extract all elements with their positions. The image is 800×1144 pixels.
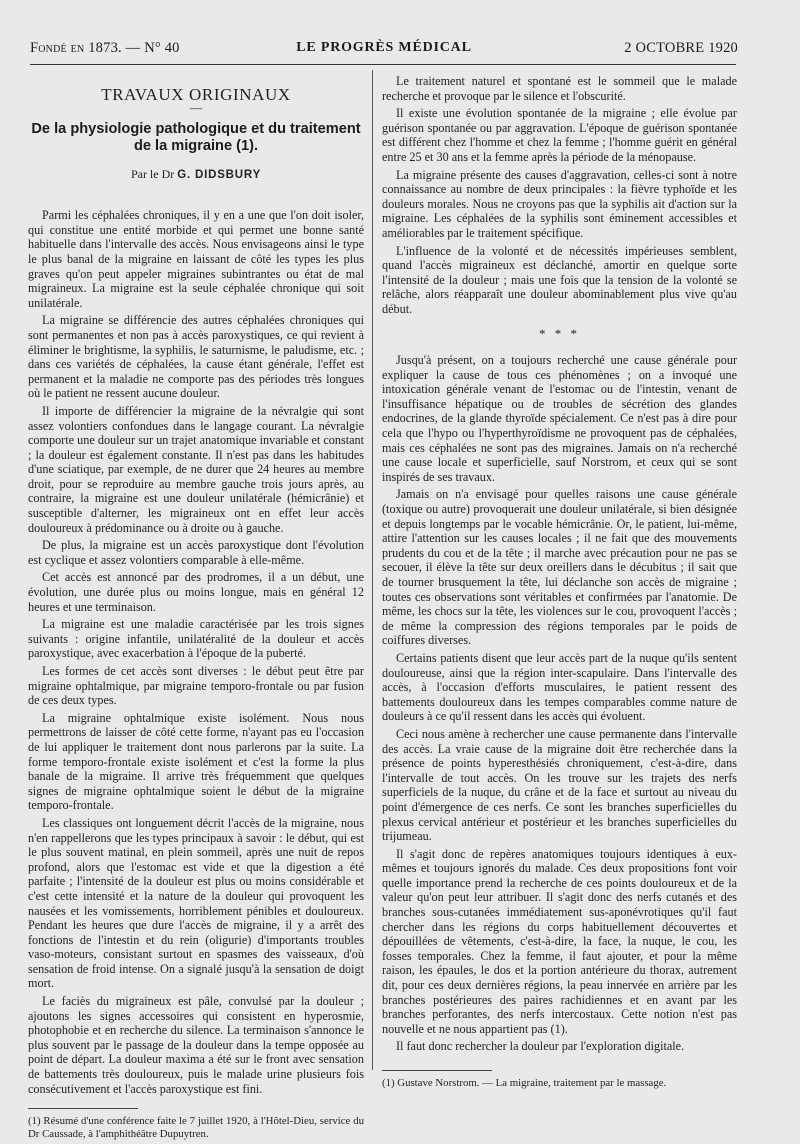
article-title-line-1: De la physiologie pathologique et du traitement [31, 120, 361, 137]
paragraph: Il faut donc rechercher la douleur par l'exploration digitale. [396, 1039, 685, 1054]
left-column [28, 80, 364, 1144]
byline-author: G. DIDSBURY [177, 168, 262, 181]
left-body [28, 208, 364, 1096]
paragraph: Jamais on n'a envisagé pour quelles raisons une cause générale (toxique ou autre) provoquerait une douleur unilatérale, si bien désignée et depuis longtemps par le vocable hémicrânie. Or, le patient, lui-même, attire l'attention sur les causes locales ; il ne fait que des mouvements prudents du cou et de la tête ; il marche avec précaution pour ne pas se secouer, il élève la tête sur deux oreillers dans le décubitus ; il sait que de tourner brusquement la tête, lui déclanche son accès de migraine ; toutes ces observations sont véritables et confirmées par l'anatomie. De même, les chocs sur la tête, les violences sur le cou, provoquent l'accès ; de même la compression des régions temporales par le poids de coiffures diverses. [382, 487, 737, 648]
article-title [28, 121, 364, 155]
paragraph: Il s'agit donc de repères anatomiques toujours identiques à eux-mêmes et toujours ignorés du malade. Ces deux propositions font voir quelle importance prend la recherche de ces points douloureux et de la valeur qu'on peut leur attribuer. Il s'agit donc des nerfs cutanés et des branches sous-cutanées immédiatement sus-aponévrotiques qu'il faut chercher dans les régions du corps habituellement découvertes et dépouillées de vêtements, c'est-à-dire, la face, la nuque, le cou, les fosses temporales. Chez la femme, il faut ajouter, et pour la même raison, les épaules, le dos et la portion antérieure du thorax, autrement dit, pour ces deux dernières régions, la peau innervée en arrière par les branches postérieures des paires rachidiennes et en avant par les branches perforantes, des nerfs intercostaux. Cette notion n'est pas nouvelle et ne nous appartient pas (1). [382, 846, 737, 1036]
paragraph: Jusqu'à présent, on a toujours recherché une cause générale pour expliquer la cause de tous ces phénomènes ; on a invoqué une intoxication générale venant de l'estomac ou de l'intestin, venant de l'insuffisance hépatique ou de troubles de sécrétion des glandes endocrines, de la glande thyroïde spécialement. Ce n'est pas à dire pour cela que l'hypo ou l'hyperthyroïdisme ne provoquent pas de céphalées, mais ces céphalées ne sont pas des migraines. Jamais on n'a recherché une cause locale et superficielle, sauf Norstrom, et ceux qui se sont inspirés de ses travaux. [382, 353, 737, 484]
paragraph: Le traitement naturel et spontané est le sommeil que le malade recherche et provoque par le silence et l'obscurité. [382, 74, 737, 103]
section-dash: — [189, 100, 203, 115]
article-title-line-2: de la migraine (1). [133, 137, 259, 154]
header-rule [30, 64, 736, 65]
paragraph: Certains patients disent que leur accès part de la nuque qu'ils sentent douloureuse, ainsi que la région inter-scapulaire. Dans l'intervalle des accès, à l'occasion d'efforts musculaires, le patient ressent des battements douloureux dans les tempes comparables comme nature de douleurs à ce qu'il ressent dans les accès qui évoluent. [382, 650, 737, 724]
paragraph: Il existe une évolution spontanée de la migraine ; elle évolue par guérison spontanée ou par aggravation. L'époque de guérison spontanée est différent chez l'homme et chez la femme ; l'homme guérit en général entre 25 et 30 ans et la femme après la période de la ménopause. [382, 106, 737, 164]
footnote-rule-right [382, 1070, 492, 1071]
paragraph: Cet accès est annoncé par des prodromes, il a un début, une évolution, une durée plus ou moins longue, mais en général 12 heures et une terminaison. [28, 570, 364, 614]
footnote-rule [28, 1108, 138, 1109]
header-founding: Fondé en 1873. — N° 40 [30, 40, 180, 56]
section-asterism: * * * [539, 325, 580, 341]
journal-title: LE PROGRÈS MÉDICAL [296, 40, 472, 55]
right-body-top [382, 74, 737, 317]
header-date: 2 OCTOBRE 1920 [624, 40, 738, 56]
paragraph: Les classiques ont longuement décrit l'accès de la migraine, nous n'en rappellerons que les types principaux à savoir : le début, qui est le plus souvent matinal, en plein sommeil, après une nuit de repos profond, alors que l'estomac est vide et que la digestion a été parfaite ; l'intensité de la douleur est plus ou moins considérable et c'est cette intensité et la nature de la douleur qui provoquent les nausées et les vomissements, horriblement pénibles et douloureux. Pendant les heures que dure l'accès de migraine, il y a arrêt des fonctions de l'intestin et du rein (oligurie) d'importants troubles vaso-moteurs, consistant surtout en spasmes des vaisseaux, d'où sensation de froid intense. On a signalé jusqu'à la sensation de doigt mort. [28, 815, 364, 991]
paragraph: De plus, la migraine est un accès paroxystique dont l'évolution est cyclique et assez volontiers comparable à elle-même. [28, 538, 364, 567]
paragraph: La migraine se différencie des autres céphalées chroniques qui sont permanentes et non pas à accès paroxystiques, ce qui revient à éliminer le brightisme, la syphilis, le saturnisme, le paludisme, etc. ; dans ces variétés de céphalées, la cause étant générale, l'effet est permanent et la maladie ne comporte pas des périodes très longues où le patient ne ressent aucune douleur. [28, 313, 364, 401]
paragraph: Il importe de différencier la migraine de la névralgie qui sont assez volontiers confondues dans le langage courant. La névralgie comporte une douleur sur un trajet anatomique invariable et constant ; la douleur est également constante. Il n'est pas dans les habitudes d'une sciatique, par exemple, de ne durer que 24 heures au membre droit, pour se reproduire au membre gauche trois jours après, au contraire, la migraine est une douleur unilatérale (hémicrânie) et susceptible d'alterner, les migraineux ont en effet leur accès douloureux à prédominance ou à droite ou à gauche. [28, 403, 364, 535]
section-title: TRAVAUX ORIGINAUX [101, 85, 291, 104]
paragraph: L'influence de la volonté et de nécessités impérieuses semblent, quand l'accès migraineux est déclanché, amortir en quelque sorte l'intensité de la douleur ; mais une fois que la tension de la volonté se relâche, alors réapparaît une douleur abominablement plus vive qu'au début. [382, 243, 737, 316]
byline [28, 167, 364, 183]
paragraph: La migraine présente des causes d'aggravation, celles-ci sont à notre connaissance au nombre de deux principales : la fièvre typhoïde et les douleurs morales. Nous ne croyons pas que la syphilis ait d'action sur la migraine. Les céphalées de la syphilis sont éminement accessibles et améliorables par le traitement spécifique. [382, 167, 737, 240]
byline-prefix: Par le Dr [130, 166, 175, 181]
right-body-bottom [382, 353, 737, 1054]
paragraph: Parmi les céphalées chroniques, il y en a une que l'on doit isoler, qui constitue une entité morbide et qui permet une bonne santé habituelle dans l'intervalle des accès. Nous envisageons ainsi le type le plus banal de la migraine en laissant de côté les types les plus graves qu'on peut appeler migraines subintrantes ou état de mal migraineux. La migraine est la seule céphalée chronique qui soit unilatérale. [28, 208, 364, 310]
column-divider [372, 70, 373, 1070]
right-footnote: (1) Gustave Norstrom. — La migraine, traitement par le massage. [382, 1077, 667, 1089]
paragraph: La migraine ophtalmique existe isolément. Nous nous permettrons de laisser de côté cette forme, n'ayant pas eu l'occasion de lui appliquer le traitement dont nous parlerons par la suite. La forme temporo-frontale existe isolément et c'est la forme la plus banale de la migraine. Il arrive très fréquemment que quelques signes de migraine ophtalmique soient le début de la migraine temporo-frontale. [28, 710, 364, 813]
paragraph: Les formes de cet accès sont diverses : le début peut être par migraine ophtalmique, par migraine temporo-frontale ou par fusion de ces deux types. [28, 664, 364, 708]
right-column [382, 74, 737, 1093]
page-header [30, 40, 738, 64]
paragraph: Le faciès du migraineux est pâle, convulsé par la douleur ; ajoutons les signes accessoires qui consistent en hyperosmie, photophobie et en recherche du silence. La terminaison s'annonce le plus souvent par le passage de la douleur dans la tempe opposée au point de départ. La douleur maxima a été sur le front avec sensation de battements très douloureux, puis le malade urine plusieurs fois consécutivement et l'accès paroxystique est fini. [28, 994, 364, 1096]
paragraph: Ceci nous amène à rechercher une cause permanente dans l'intervalle des accès. La vraie cause de la migraine doit être recherchée dans la présence de points hyperesthésiés chroniquement, c'est-à-dire, dans l'intervalle de tout accès. On les trouve sur les trajets des nerfs superficiels de la nuque, du crâne et de la face et surtout au niveau du point d'émergence de ces nerfs. Ce sont les branches superficielles du plexus cervical antérieur et postérieur et les branches superficielles du trijumeau. [382, 726, 737, 844]
left-footnote: (1) Résumé d'une conférence faite le 7 juillet 1920, à l'Hôtel-Dieu, service du Dr Caussade, à l'amphithéâtre Dupuytren. [28, 1115, 364, 1141]
paragraph: La migraine est une maladie caractérisée par les trois signes suivants : origine infantile, unilatéralité de la douleur et accès paroxystique, avec exacerbation à l'époque de la puberté. [28, 617, 364, 661]
